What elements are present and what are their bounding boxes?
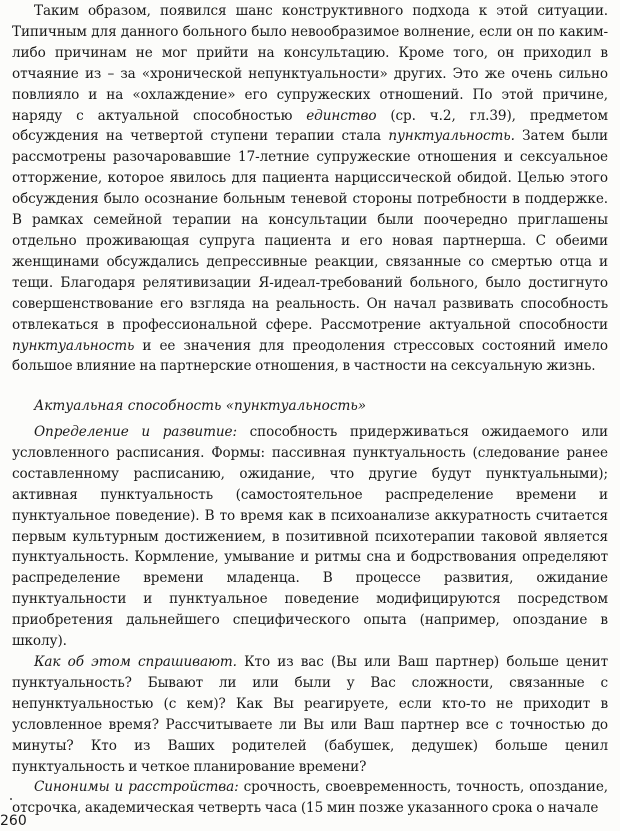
page-number: 260 (0, 813, 27, 829)
synonyms-paragraph (12, 777, 608, 819)
main-text-lower (12, 422, 608, 819)
questions-label: Как об этом спрашивают. (34, 653, 237, 670)
term-punctuality-2: пунктуальность (12, 337, 135, 354)
case-text-3: Затем были рассмотрены разочаровавшие 17-летние супружеские отношения и сексуальное отторжение, которое явилось для пациента нарциссической обидой. Целью этого обсуждения было осознание больным теневой стороны потребности в поддержке. В рамках семейной терапии на консультации были поочередно приглашены отдельно проживающая супруга пациента и его новая партнерша. С обеими женщинами обсуждались депрессивные реакции, связанные со смертью отца и тещи. Благодаря релятивизации Я-идеал-требований больного, было достигнуто совершенствование его взгляда на реальность. Он начал развивать способность отвлекаться в профессиональной сфере. Рассмотрение актуальной способности (12, 128, 608, 333)
case-text-4: и ее значения для преодоления стрессовых состояний имело большое влияние на партнерские отношения, в частности на сексуальную жизнь. (12, 337, 608, 375)
term-punctuality: пунктуальность. (388, 128, 515, 145)
section-heading: Актуальная способность «пунктуальность» (34, 398, 367, 414)
main-text-upper (12, 1, 608, 377)
synonyms-label: Синонимы и расстройства: (34, 779, 239, 796)
questions-text: Кто из вас (Вы или Ваш партнер) больше ценит пунктуальность? Бывают ли или были у Вас сложности, связанные с непунктуальностью (с кем)? Как Вы реагируете, если кто-то не приходит в условленное время? Рассчитываете ли Вы или Ваш партнер все с точностью до минуты? Кто из Ваших родителей (бабушек, дедушек) больше ценил пунктуальность и четкое планирование времени? (12, 653, 608, 775)
synonyms-text: срочность, своевременность, точность, опоздание, отсрочка, академическая четверть часа (15 мин позже указанного срока о начале (12, 779, 608, 817)
case-paragraph (12, 1, 608, 377)
case-text-1: Таким образом, появился шанс конструктивного подхода к этой ситуации. Типичным для данного больного было невообразимое волнение, если он по каким-либо причинам не мог прийти на консультацию. Кроме того, он приходил в отчаяние из – за «хронической непунктуальности» других. Это же очень сильно повлияло и на «охлаждение» его супружеских отношений. По этой причине, наряду с актуальной способностью (12, 3, 608, 124)
questions-paragraph (12, 652, 608, 777)
definition-label: Определение и развитие: (34, 424, 237, 440)
case-text-2: (ср. ч.2, гл.39), предметом обсуждения на четвертой ступени терапии стала (12, 107, 608, 145)
print-speck (10, 798, 12, 800)
definition-text: способность придерживаться ожидаемого или условленного расписания. Формы: пассивная пунктуальность (следование ранее составленному расписанию, ожидание, что другие будут пунктуальными); активная пунктуальность (самостоятельное распределение времени и пунктуальное поведение). В то время как в психоанализе аккуратность считается первым культурным достижением, в позитивной психотерапии таковой является пунктуальность. Кормление, умывание и ритмы сна и бодрствования определяют распределение времени младенца. В процессе развития, ожидание пунктуальности и пунктуальное поведение модифицируются посредством приобретения дальнейшего специфического опыта (например, опоздание в школу). (12, 424, 608, 650)
definition-paragraph (12, 422, 608, 652)
term-unity: единство (306, 107, 377, 124)
